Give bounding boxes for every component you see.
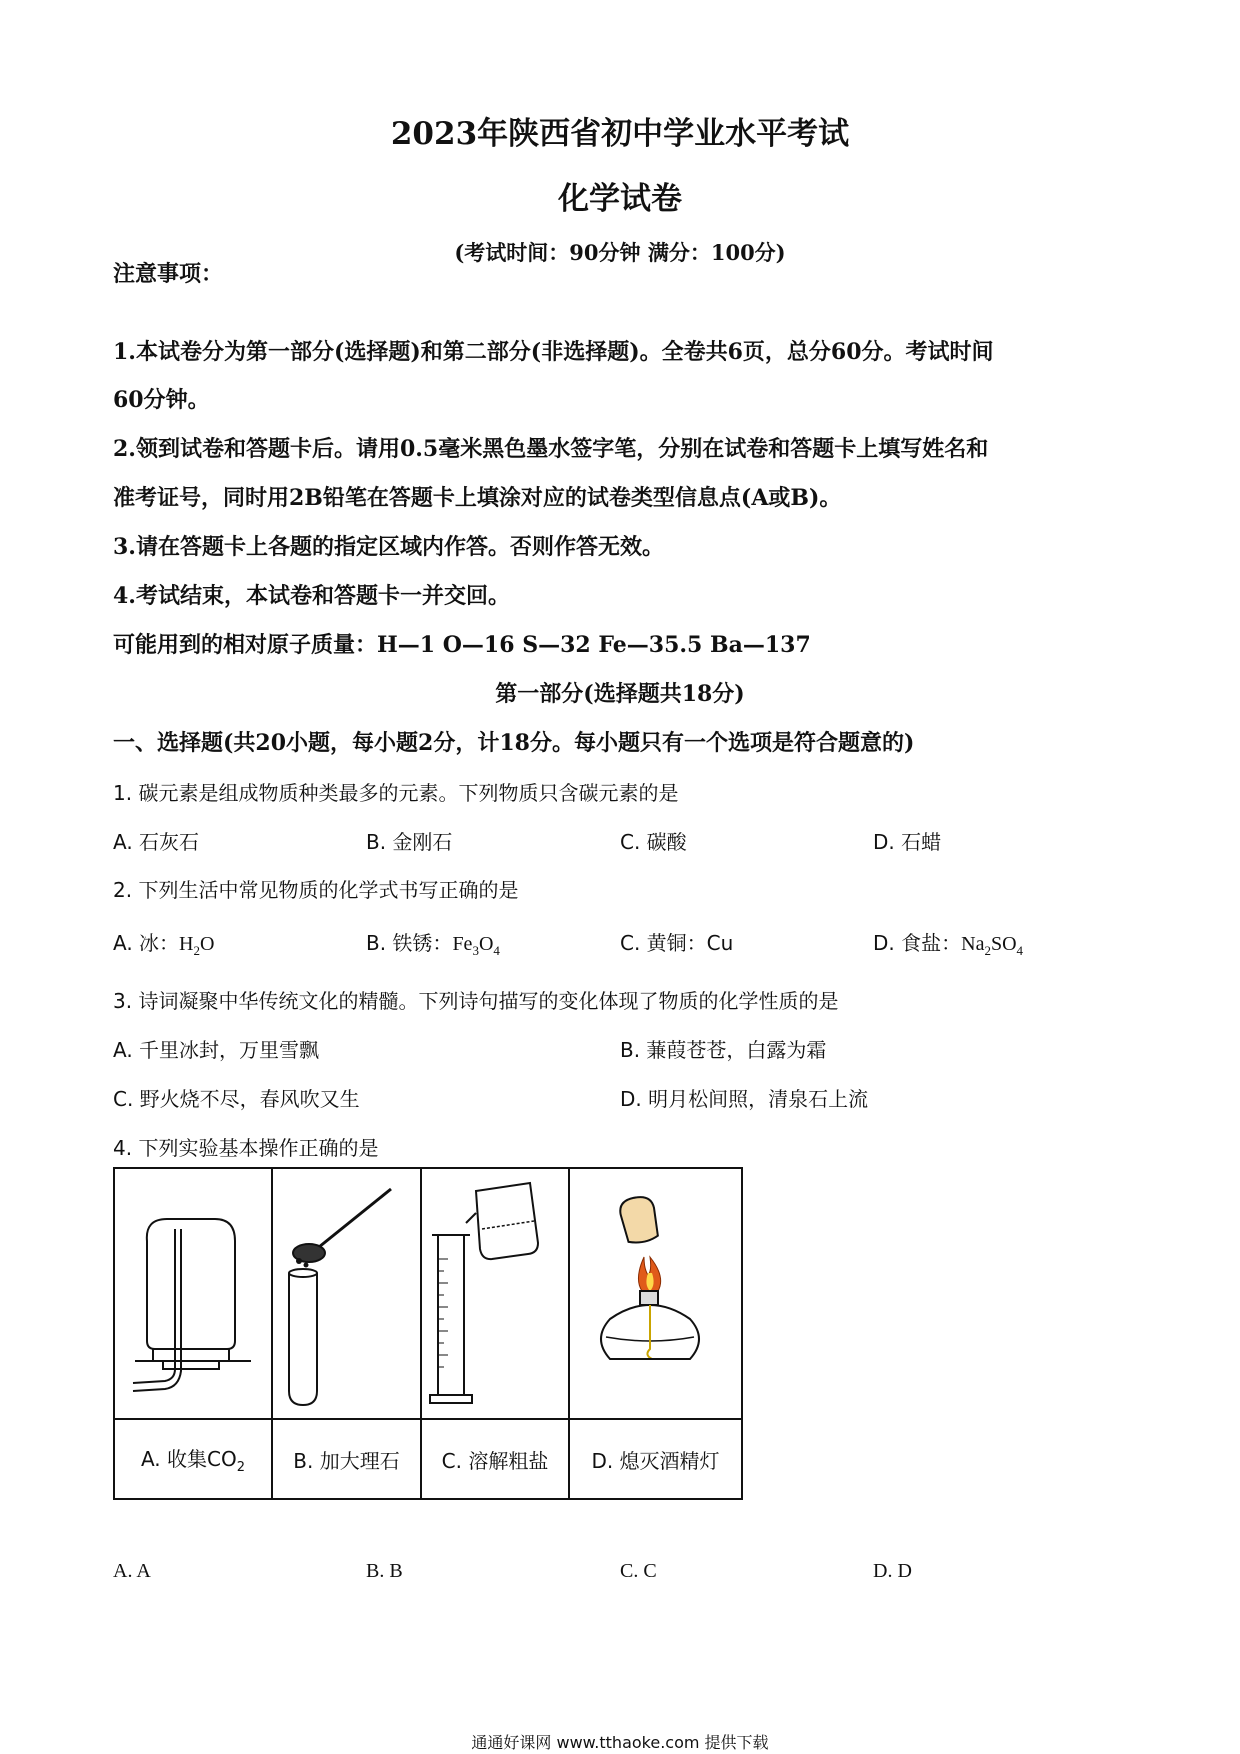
notice-heading: 注意事项： (113, 261, 224, 287)
solid-adding-figure (272, 1168, 421, 1419)
spoon-test-tube-icon (273, 1169, 420, 1414)
q2-option-b: B. 铁锈：$Fe_3O_4$ (366, 931, 500, 958)
q3-option-d: D. 明月松间照，清泉石上流 (620, 1087, 869, 1111)
measuring-cylinder-icon (422, 1169, 568, 1414)
gas-collection-figure (114, 1168, 272, 1419)
section-heading: 一、选择题(共20小题，每小题2分，计18分。每小题只有一个选项是符合题意的) (113, 730, 915, 756)
q1-option-c: C. 碳酸 (620, 830, 687, 854)
q1-option-b: B. 金刚石 (366, 830, 453, 854)
q2-option-a: A. 冰：$H_2O$ (113, 931, 215, 958)
q4-option-b: B. B (366, 1560, 403, 1582)
q4-option-d: D. D (873, 1560, 912, 1582)
notice-item-1-line-2: 60分钟。 (113, 387, 210, 413)
q2-option-c: C. 黄铜：Cu (620, 931, 734, 955)
option-c-label: C. 溶解粗盐 (421, 1419, 569, 1499)
option-d-label: D. 熄灭酒精灯 (569, 1419, 742, 1499)
notice-item-2-line-2: 准考证号，同时用2B铅笔在答题卡上填涂对应的试卷类型信息点(A或B)。 (113, 485, 842, 511)
q1-option-d: D. 石蜡 (873, 830, 942, 854)
option-a-label: A. 收集$CO_2$ (114, 1419, 272, 1499)
q4-option-a: A. A (113, 1560, 151, 1582)
q4-option-c: C. C (620, 1560, 657, 1582)
q3-option-c: C. 野火烧不尽，春风吹又生 (113, 1087, 360, 1111)
notice-item-1-line-1: 1.本试卷分为第一部分(选择题)和第二部分(非选择题)。全卷共6页，总分60分。考试时间 (113, 339, 994, 365)
atomic-mass-line: 可能用到的相对原子质量：H—1 O—16 S—32 Fe—35.5 Ba—137 (113, 632, 811, 658)
q3-option-a: A. 千里冰封，万里雪飘 (113, 1038, 320, 1062)
exam-title: 2023年陕西省初中学业水平考试 (390, 116, 850, 152)
question-1-stem: 1. 碳元素是组成物质种类最多的元素。下列物质只含碳元素的是 (113, 781, 679, 805)
option-b-label: B. 加大理石 (272, 1419, 421, 1499)
q1-option-a: A. 石灰石 (113, 830, 200, 854)
notice-item-3: 3.请在答题卡上各题的指定区域内作答。否则作答无效。 (113, 534, 664, 560)
subject-title: 化学试卷 (558, 181, 682, 217)
gas-bottle-icon (115, 1169, 271, 1414)
notice-item-4: 4.考试结束，本试卷和答题卡一并交回。 (113, 583, 510, 609)
question-4-stem: 4. 下列实验基本操作正确的是 (113, 1136, 379, 1160)
notice-item-2-line-1: 2.领到试卷和答题卡后。请用0.5毫米黑色墨水签字笔，分别在试卷和答题卡上填写姓名和 (113, 436, 989, 462)
part1-heading: 第一部分(选择题共18分) (495, 681, 745, 707)
exam-time-info: (考试时间：90分钟 满分：100分) (454, 240, 786, 265)
alcohol-lamp-figure (569, 1168, 742, 1419)
page-footer: 通通好课网 www.tthaoke.com 提供下载 (471, 1733, 769, 1752)
question-2-stem: 2. 下列生活中常见物质的化学式书写正确的是 (113, 878, 519, 902)
alcohol-lamp-icon (570, 1169, 741, 1414)
dissolving-figure (421, 1168, 569, 1419)
question-3-stem: 3. 诗词凝聚中华传统文化的精髓。下列诗句描写的变化体现了物质的化学性质的是 (113, 989, 839, 1013)
q2-option-d: D. 食盐：$Na_2SO_4$ (873, 931, 1024, 958)
lab-operations-table (113, 1167, 743, 1500)
q3-option-b: B. 蒹葭苍苍，白露为霜 (620, 1038, 827, 1062)
